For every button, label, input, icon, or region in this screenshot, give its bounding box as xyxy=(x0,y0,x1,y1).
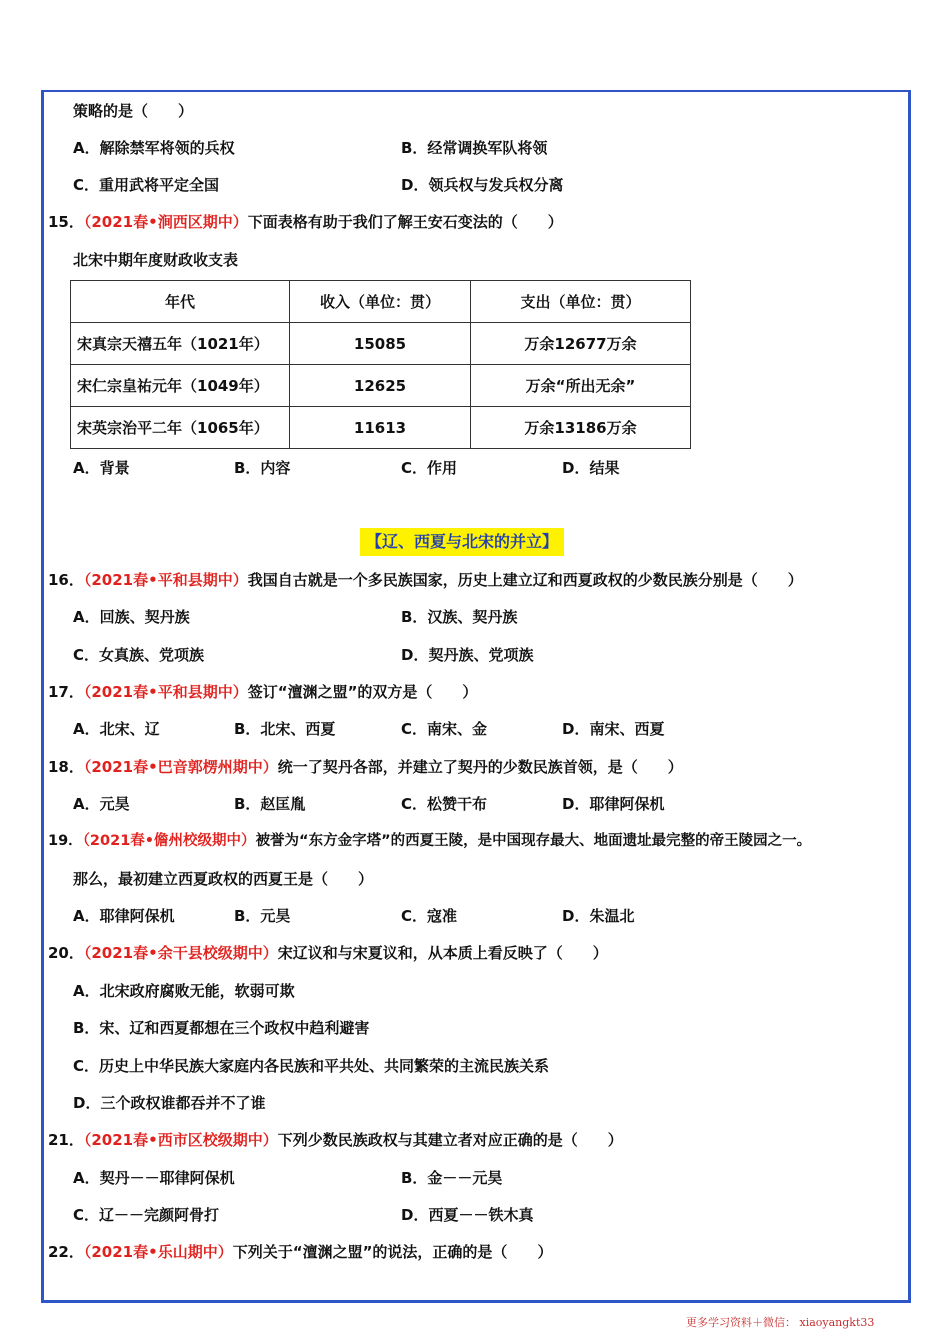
source-tag: （2021春•巴音郭楞州期中） xyxy=(83,758,278,776)
q20-option-a: A．北宋政府腐败无能，软弱可欺 xyxy=(73,982,295,1000)
q18-option-c: C．松赞干布 xyxy=(401,795,488,813)
table-header: 支出（单位：贯） xyxy=(471,281,691,323)
table-title: 北宋中期年度财政收支表 xyxy=(73,251,239,269)
source-tag: （2021春•儋州校级期中） xyxy=(82,833,256,849)
question-number: 15． xyxy=(48,213,84,231)
question-number: 19． xyxy=(48,833,83,849)
q19-option-d: D．朱温北 xyxy=(562,907,635,925)
q21-option-a: A．契丹－－耶律阿保机 xyxy=(73,1169,235,1187)
q20-question xyxy=(48,943,608,963)
footer-watermark: 更多学习资料＋微信： xiaoyangkt33 xyxy=(686,1316,875,1329)
question-stem: 下列关于“澶渊之盟”的说法，正确的是（ ） xyxy=(232,1243,553,1261)
q14-option-b: B．经常调换军队将领 xyxy=(401,139,548,157)
table-cell: 15085 xyxy=(290,323,471,365)
table-cell: 宋英宗治平二年（1065年） xyxy=(71,407,290,449)
q16-option-b: B．汉族、契丹族 xyxy=(401,608,518,626)
q14-stem: 策略的是（ ） xyxy=(73,102,194,120)
q19-stem-continued: 那么，最初建立西夏政权的西夏王是（ ） xyxy=(73,870,374,888)
q18-option-a: A．元昊 xyxy=(73,795,130,813)
q16-option-a: A．回族、契丹族 xyxy=(73,608,190,626)
q17-question xyxy=(48,682,477,702)
q18-question xyxy=(48,757,683,777)
table-row xyxy=(71,365,691,407)
question-number: 17． xyxy=(48,683,84,701)
question-stem: 宋辽议和与宋夏议和，从本质上看反映了（ ） xyxy=(277,944,608,962)
q16-option-c: C．女真族、党项族 xyxy=(73,646,205,664)
q21-question xyxy=(48,1130,623,1150)
q17-option-a: A．北宋、辽 xyxy=(73,720,160,738)
table-cell: 万余12677万余 xyxy=(471,323,691,365)
table-row xyxy=(71,407,691,449)
question-stem: 统一了契丹各部，并建立了契丹的少数民族首领，是（ ） xyxy=(277,758,683,776)
q17-option-c: C．南宋、金 xyxy=(401,720,488,738)
question-number: 16． xyxy=(48,571,84,589)
q18-option-d: D．耶律阿保机 xyxy=(562,795,665,813)
source-tag: （2021春•乐山期中） xyxy=(83,1243,233,1261)
table-cell: 万余“所出无余” xyxy=(471,365,691,407)
q14-option-a: A．解除禁军将领的兵权 xyxy=(73,139,235,157)
source-tag: （2021春•涧西区期中） xyxy=(83,213,248,231)
table-cell: 11613 xyxy=(290,407,471,449)
q19-option-c: C．寇准 xyxy=(401,907,458,925)
q15-option-d: D．结果 xyxy=(562,459,620,477)
question-number: 20． xyxy=(48,944,84,962)
source-tag: （2021春•余干县校级期中） xyxy=(83,944,278,962)
source-tag: （2021春•平和县期中） xyxy=(83,571,248,589)
q19-question xyxy=(48,831,811,851)
q15-option-a: A．背景 xyxy=(73,459,130,477)
question-stem: 我国自古就是一个多民族国家，历史上建立辽和西夏政权的少数民族分别是（ ） xyxy=(247,571,803,589)
table-cell: 12625 xyxy=(290,365,471,407)
q14-option-c: C．重用武将平定全国 xyxy=(73,176,220,194)
q17-option-d: D．南宋、西夏 xyxy=(562,720,665,738)
question-number: 18． xyxy=(48,758,84,776)
q22-question xyxy=(48,1242,552,1262)
table-cell: 宋仁宗皇祐元年（1049年） xyxy=(71,365,290,407)
q19-option-a: A．耶律阿保机 xyxy=(73,907,175,925)
section-heading: 【辽、西夏与北宋的并立】 xyxy=(360,528,564,556)
question-number: 22． xyxy=(48,1243,84,1261)
source-tag: （2021春•西市区校级期中） xyxy=(83,1131,278,1149)
table-row xyxy=(71,323,691,365)
q17-option-b: B．北宋、西夏 xyxy=(234,720,336,738)
finance-table xyxy=(70,280,691,449)
q15-option-c: C．作用 xyxy=(401,459,458,477)
q15-question xyxy=(48,212,563,232)
table-header: 年代 xyxy=(71,281,290,323)
q21-option-b: B．金－－元昊 xyxy=(401,1169,503,1187)
q14-option-d: D．领兵权与发兵权分离 xyxy=(401,176,564,194)
question-stem: 被誉为“东方金字塔”的西夏王陵，是中国现存最大、地面遗址最完整的帝王陵园之一。 xyxy=(255,833,812,849)
question-stem: 下面表格有助于我们了解王安石变法的（ ） xyxy=(247,213,563,231)
question-number: 21． xyxy=(48,1131,84,1149)
table-cell: 万余13186万余 xyxy=(471,407,691,449)
q16-option-d: D．契丹族、党项族 xyxy=(401,646,534,664)
q20-option-b: B．宋、辽和西夏都想在三个政权中趋利避害 xyxy=(73,1019,370,1037)
q19-option-b: B．元昊 xyxy=(234,907,291,925)
q21-option-d: D．西夏－－铁木真 xyxy=(401,1206,534,1224)
source-tag: （2021春•平和县期中） xyxy=(83,683,248,701)
q15-option-b: B．内容 xyxy=(234,459,291,477)
question-stem: 签订“澶渊之盟”的双方是（ ） xyxy=(247,683,478,701)
q21-option-c: C．辽－－完颜阿骨打 xyxy=(73,1206,220,1224)
question-stem: 下列少数民族政权与其建立者对应正确的是（ ） xyxy=(277,1131,623,1149)
q20-option-c: C．历史上中华民族大家庭内各民族和平共处、共同繁荣的主流民族关系 xyxy=(73,1057,550,1075)
q20-option-d: D．三个政权谁都吞并不了谁 xyxy=(73,1094,266,1112)
table-cell: 宋真宗天禧五年（1021年） xyxy=(71,323,290,365)
table-header-row xyxy=(71,281,691,323)
q16-question xyxy=(48,570,803,590)
q18-option-b: B．赵匡胤 xyxy=(234,795,306,813)
table-header: 收入（单位：贯） xyxy=(290,281,471,323)
